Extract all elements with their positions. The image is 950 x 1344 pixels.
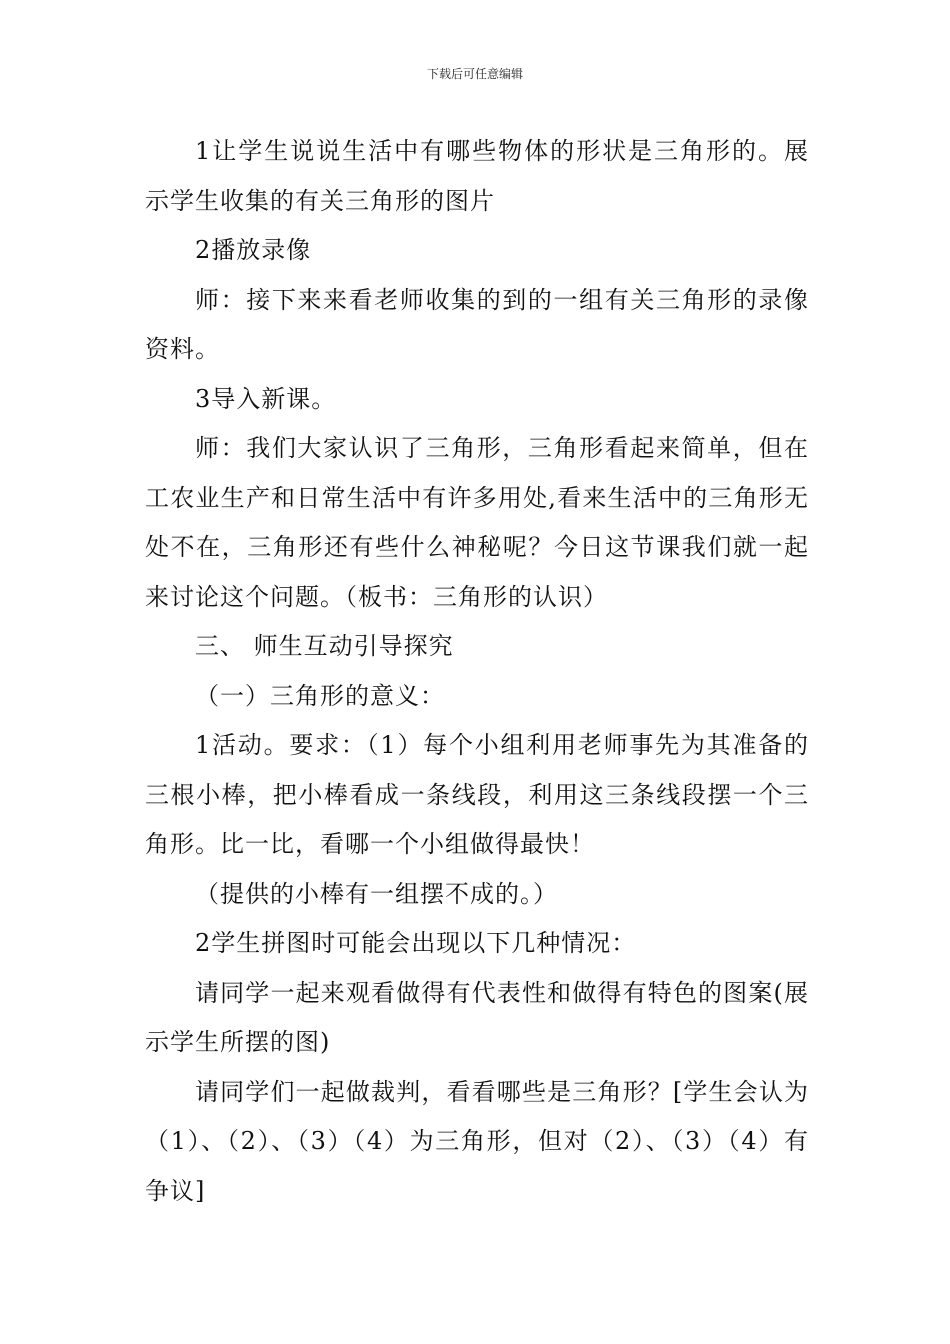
- page-header: 下载后可任意编辑: [426, 67, 523, 81]
- section-heading: 三、 师生互动引导探究: [195, 632, 454, 660]
- paragraph: 2学生拼图时可能会出现以下几种情况：: [195, 929, 637, 957]
- paragraph: （提供的小棒有一组摆不成的。）: [195, 879, 558, 908]
- paragraph: 师：我们大家认识了三角形，三角形看起来简单，但在工农业生产和日常生活中有许多用处,看来生活中的三角形无处不在，三角形还有些什么神秘呢？今日这节课我们就一起来讨论这个问题。（板书：三角形的认识）: [145, 434, 809, 611]
- paragraph: 1让学生说说生活中有哪些物体的形状是三角形的。展示学生收集的有关三角形的图片: [145, 137, 809, 215]
- document-body: [145, 127, 809, 1216]
- paragraph: 师：接下来来看老师收集的到的一组有关三角形的录像资料。: [145, 285, 809, 363]
- paragraph: 3导入新课。: [195, 384, 337, 413]
- paragraph: 2播放录像: [195, 236, 312, 264]
- paragraph: 1活动。要求：（1）每个小组利用老师事先为其准备的三根小棒，把小棒看成一条线段，利用这三条线段摆一个三角形。比一比，看哪一个小组做得最快！: [145, 731, 809, 858]
- subsection-heading: （一）三角形的意义：: [195, 681, 445, 710]
- paragraph: 请同学一起来观看做得有代表性和做得有特色的图案(展示学生所摆的图): [145, 978, 809, 1056]
- paragraph: 请同学们一起做裁判，看看哪些是三角形？[学生会认为（1）、（2）、（3）（4）为三角形，但对（2）、（3）（4）有争议]: [145, 1077, 809, 1205]
